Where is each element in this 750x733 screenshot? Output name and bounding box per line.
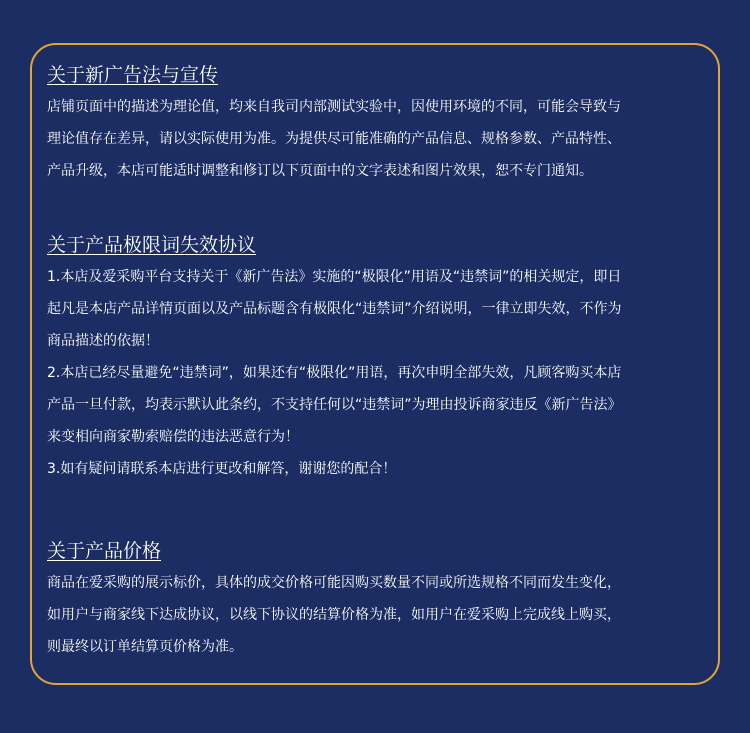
section-title: 关于产品极限词失效协议 <box>47 234 257 256</box>
section-title: 关于新广告法与宣传 <box>47 64 219 86</box>
body-line: 产品升级，本店可能适时调整和修订以下页面中的文字表述和图片效果，恕不专门通知。 <box>47 163 593 179</box>
body-line: 如用户与商家线下达成协议，以线下协议的结算价格为准，如用户在爱采购上完成线上购买， <box>47 607 621 623</box>
section-price <box>47 539 708 663</box>
body-line: 商品在爱采购的展示标价，具体的成交价格可能因购买数量不同或所选规格不同而发生变化， <box>47 575 621 591</box>
section-body <box>47 91 708 187</box>
section-body <box>47 261 708 485</box>
body-line: 商品描述的依据！ <box>47 333 159 349</box>
body-line: 起凡是本店产品详情页面以及产品标题含有极限化“违禁词”介绍说明，一律立即失效，不作为 <box>47 301 622 317</box>
body-line: 2.本店已经尽量避免“违禁词”，如果还有“极限化”用语，再次申明全部失效，凡顾客购买本店 <box>47 365 622 381</box>
section-extreme-words <box>47 233 708 485</box>
body-line: 来变相向商家勒索赔偿的违法恶意行为！ <box>47 429 299 445</box>
notice-panel <box>30 43 720 685</box>
body-line: 1.本店及爱采购平台支持关于《新广告法》实施的“极限化”用语及“违禁词”的相关规定，即日 <box>47 269 622 285</box>
body-line: 理论值存在差异，请以实际使用为准。为提供尽可能准确的产品信息、规格参数、产品特性、 <box>47 131 621 147</box>
section-ad-law <box>47 63 708 187</box>
body-line: 产品一旦付款，均表示默认此条约，不支持任何以“违禁词”为理由投诉商家违反《新广告法》 <box>47 397 622 413</box>
body-line: 则最终以订单结算页价格为准。 <box>47 639 243 655</box>
section-body <box>47 567 708 663</box>
section-title: 关于产品价格 <box>47 540 162 562</box>
body-line: 3.如有疑问请联系本店进行更改和解答，谢谢您的配合！ <box>47 461 397 477</box>
body-line: 店铺页面中的描述为理论值，均来自我司内部测试实验中，因使用环境的不同，可能会导致与 <box>47 99 621 115</box>
